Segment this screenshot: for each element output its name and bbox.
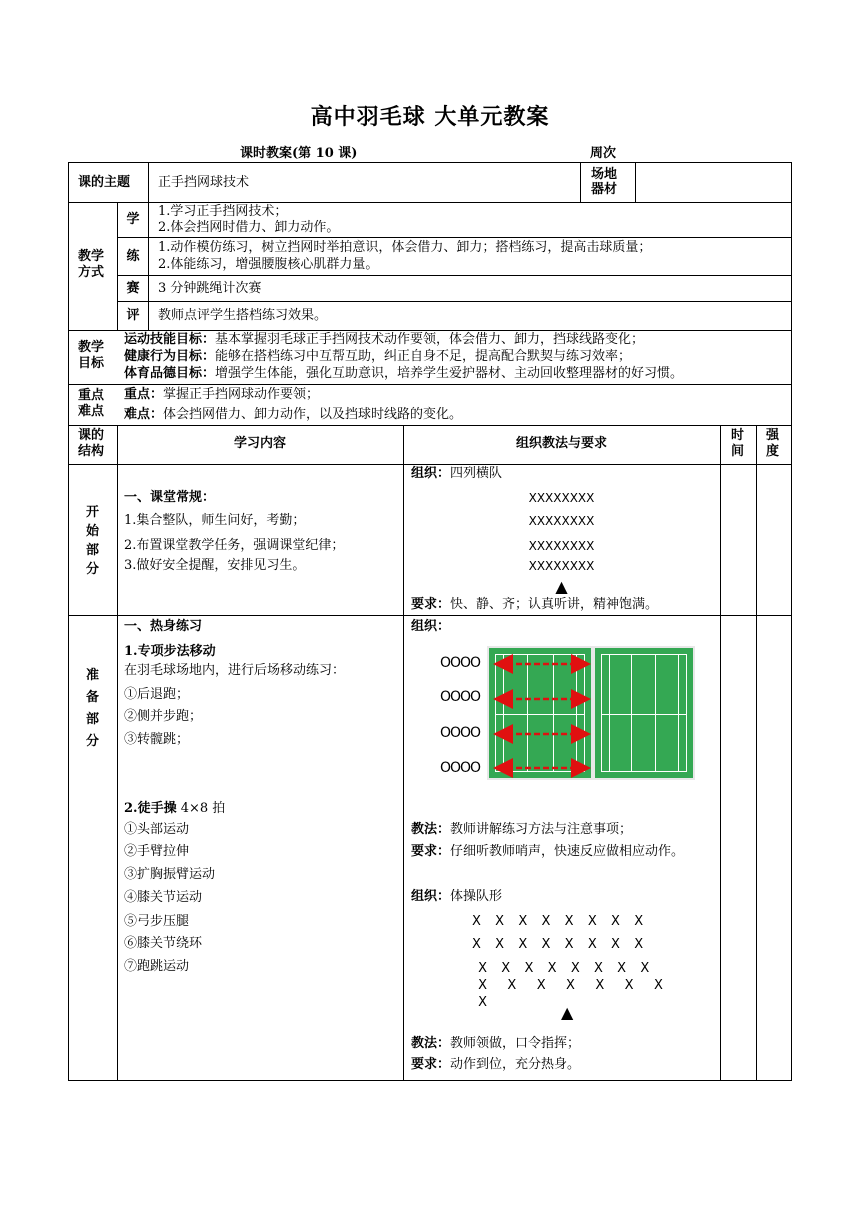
method-learn-line-1: 1.学习正手挡网技术； [158,204,288,219]
gym-formation-row-3: X X X X X X X X [472,961,652,976]
col-content: 学习内容 [233,436,286,451]
prep-sub2-item-7: ⑦跑跳运动 [124,959,190,974]
prep-sub1-item-1: ①后退跑； [124,687,190,702]
col-method: 组织教法与要求 [515,436,607,451]
prep-sub1-desc: 在羽毛球场地内，进行后场移动练习： [124,663,346,678]
prep-sub2-item-1: ①头部运动 [124,822,190,837]
col-time: 时间 [731,428,745,459]
formation-row-4: XXXXXXXX [528,559,595,573]
keypoint-difficulty: 难点：体会挡网借力、卸力动作，以及挡球时线路的变化。 [124,407,463,422]
formation-row-1: XXXXXXXX [528,491,595,505]
formation-row-2: XXXXXXXX [528,514,595,528]
goal-skill: 运动技能目标：基本掌握羽毛球正手挡网技术动作要领，体会借力、卸力，挡球线路变化； [124,332,645,347]
method-key-evaluate: 评 [126,308,140,323]
prep-section-label: 准 备 部 分 [85,668,99,749]
prep-sub2-title: 2.徒手操 4×8 拍 [124,801,226,816]
player-group-2: OOOO [440,689,481,705]
start-item-3: 3.做好安全提醒，安排见习生。 [124,558,306,573]
prep-requirement: 要求：仔细听教师哨声，快速反应做相应动作。 [411,844,685,859]
prep-sub1-item-2: ②侧并步跑； [124,709,203,724]
movement-arrows-icon [490,650,594,778]
gym-formation-row-4: X X X X X X X [472,978,665,993]
method-compete-line-1: 3 分钟跳绳计次赛 [158,281,262,296]
method-key-learn: 学 [126,212,140,227]
gym-formation-row-5: X [472,995,490,1010]
prep-heading: 一、热身练习 [124,619,203,634]
theme-value: 正手挡网球技术 [158,175,250,190]
goal-ethics: 体育品德目标：增强学生体能，强化互助意识，培养学生爱护器材、主动回收整理器材的好习惯。 [124,366,684,381]
prep-requirement-2: 要求：动作到位，充分热身。 [411,1057,581,1072]
prep-sub2-item-2: ②手臂拉伸 [124,844,190,859]
col-intensity: 强度 [766,428,780,459]
prep-sub2-item-3: ③扩胸振臂运动 [124,867,216,882]
goal-health: 健康行为目标：能够在搭档练习中互帮互助，纠正自身不足，提高配合默契与练习效率； [124,349,632,364]
start-requirement: 要求：快、静、齐；认真听讲，精神饱满。 [411,597,659,612]
prep-organization-2: 组织：体操队形 [411,889,503,904]
formation-row-3: XXXXXXXX [528,539,595,553]
prep-sub2-item-5: ⑤弓步压腿 [124,914,190,929]
prep-sub1-item-3: ③转髋跳； [124,732,190,747]
teaching-method-label: 教学方式 [78,249,105,280]
badminton-court-right [593,646,695,780]
start-heading: 一、课堂常规： [124,490,216,505]
method-evaluate-line-1: 教师点评学生搭档练习效果。 [158,308,328,323]
method-learn-line-2: 2.体会挡网时借力、卸力动作。 [158,220,340,235]
prep-method-2: 教法：教师领做，口令指挥； [411,1036,581,1051]
week-label: 周次 [590,146,617,161]
start-item-1: 1.集合整队，师生问好，考勤； [124,513,306,528]
gym-teacher-marker-icon: ▲ [561,1003,574,1022]
start-item-2: 2.布置课堂教学任务，强调课堂纪律； [124,538,345,553]
teacher-marker-icon: ▲ [555,577,568,596]
player-group-1: OOOO [440,655,481,671]
lesson-number: 课时教案(第 10 课) [240,146,358,161]
gym-formation-row-1: X X X X X X X X [472,914,646,929]
gym-formation-row-2: X X X X X X X X [472,937,646,952]
keypoints-label: 重点难点 [78,388,105,419]
player-group-4: OOOO [440,760,481,776]
page-title: 高中羽毛球 大单元教案 [310,104,550,130]
theme-label: 课的主题 [78,175,131,190]
prep-method: 教法：教师讲解练习方法与注意事项； [411,822,633,837]
prep-sub1-title: 1.专项步法移动 [124,644,216,659]
method-key-compete: 赛 [126,281,140,296]
start-section-label: 开 始 部 分 [85,505,99,577]
goals-label: 教学目标 [78,340,105,371]
col-structure: 课的结构 [78,428,105,459]
method-practice-line-2: 2.体能练习，增强腰腹核心肌群力量。 [158,257,379,272]
prep-sub2-item-6: ⑥膝关节绕环 [124,936,203,951]
prep-sub2-item-4: ④膝关节运动 [124,890,203,905]
venue-label: 场地器材 [591,167,618,197]
prep-organization-label: 组织： [411,619,451,634]
keypoint-focus: 重点：掌握正手挡网球动作要领； [124,387,320,402]
method-key-practice: 练 [126,249,140,264]
player-group-3: OOOO [440,725,481,741]
start-organization: 组织：四列横队 [411,466,503,481]
method-practice-line-1: 1.动作模仿练习，树立挡网时举拍意识，体会借力、卸力；搭档练习，提高击球质量； [158,240,652,255]
